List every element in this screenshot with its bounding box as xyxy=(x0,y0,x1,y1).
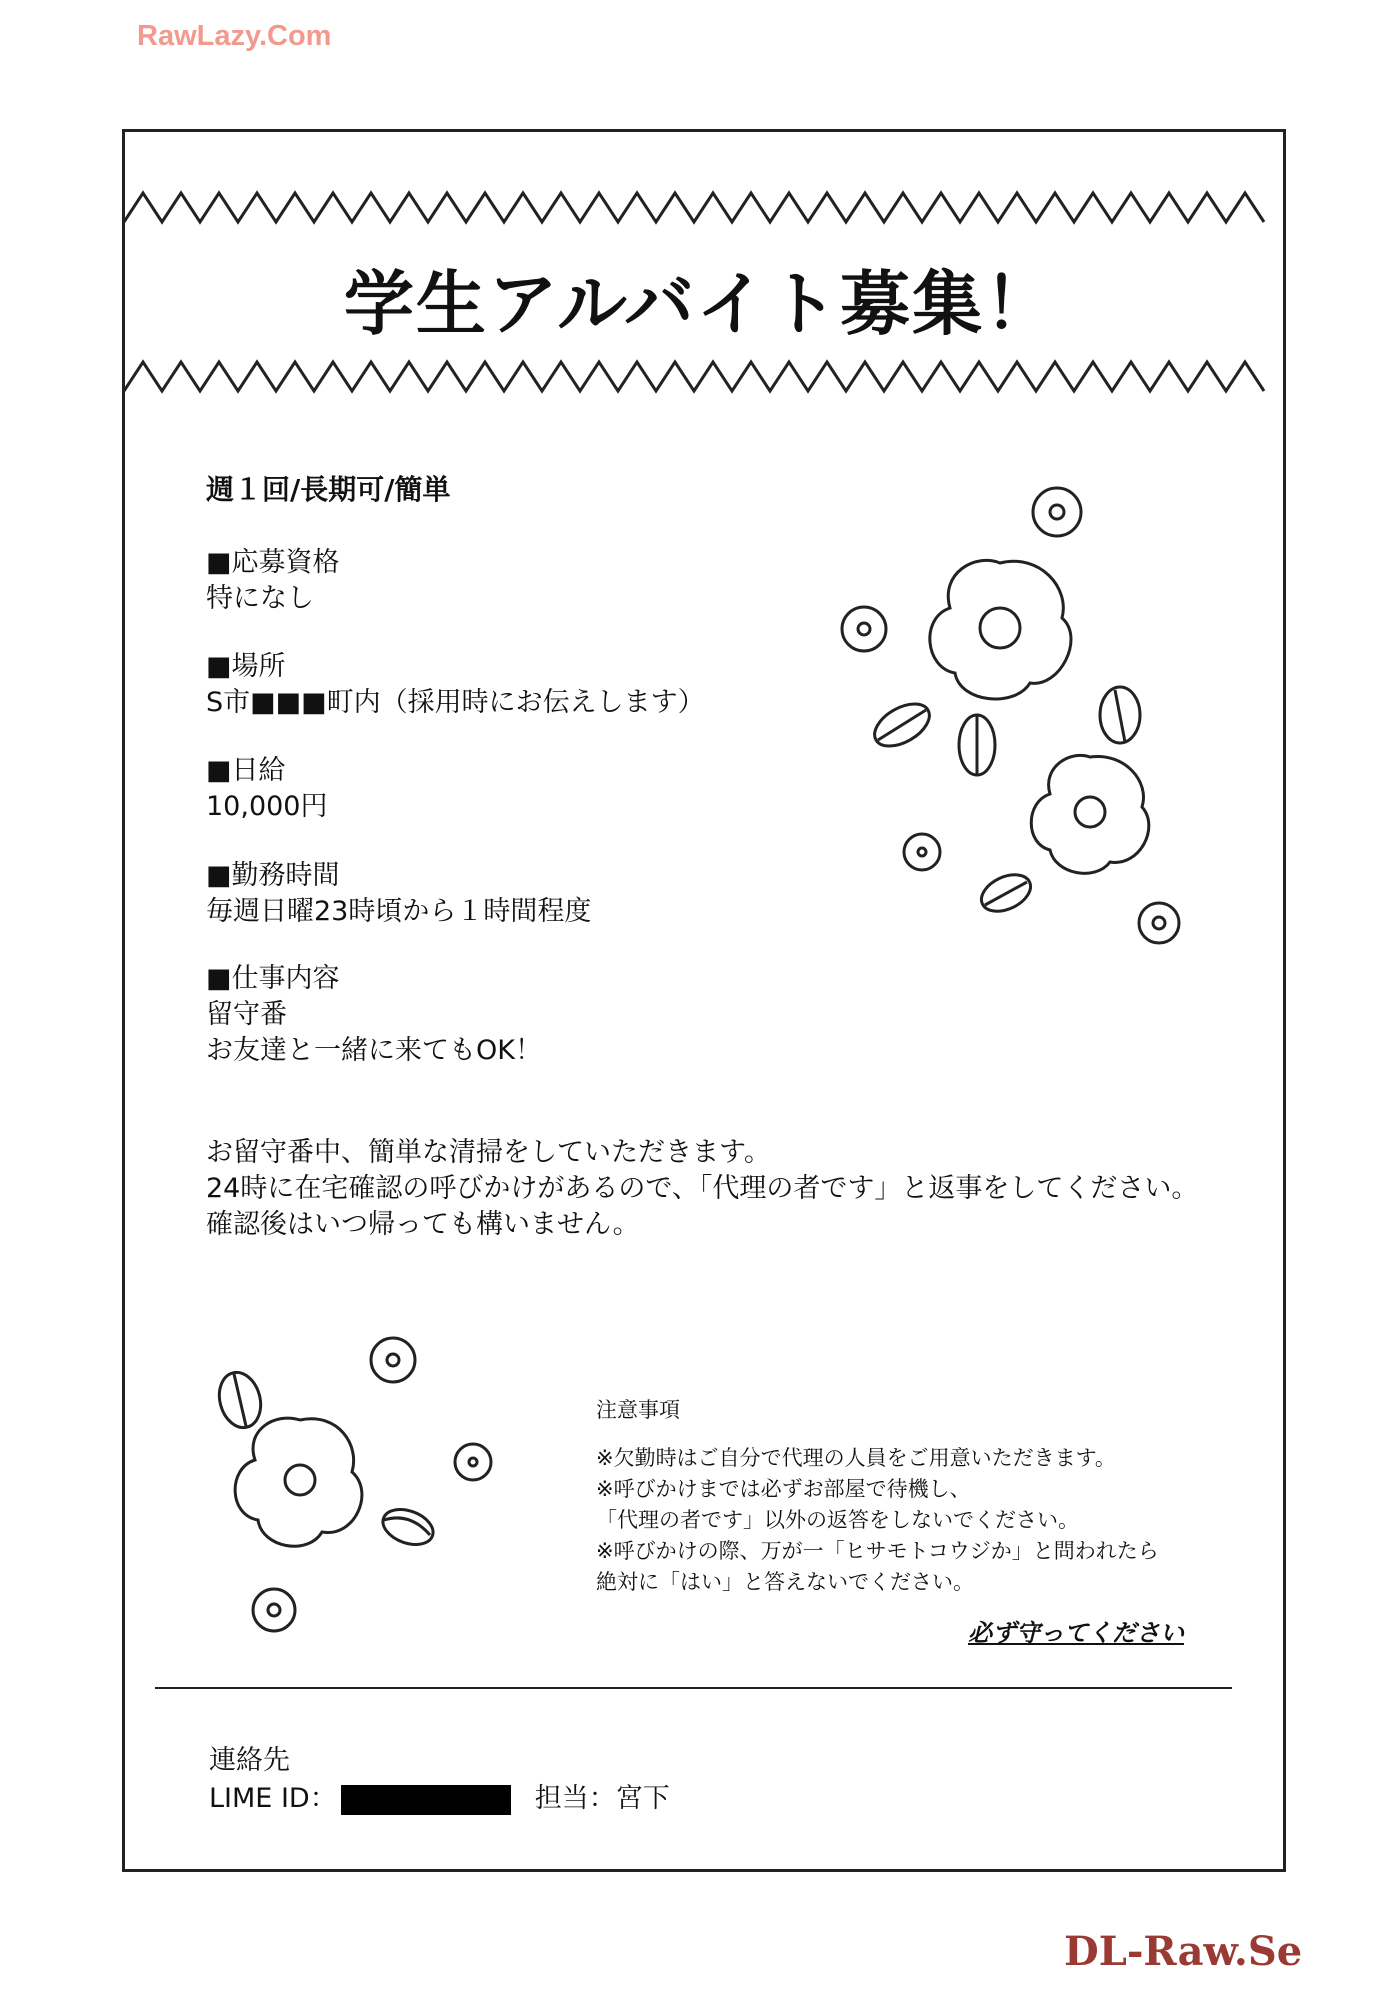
dot-icon xyxy=(371,1338,415,1382)
dot-icon xyxy=(904,834,940,870)
dot-icon xyxy=(1033,488,1081,536)
section-value: S市■■■町内（採用時にお伝えします） xyxy=(206,687,705,718)
leaf-icon xyxy=(976,868,1037,919)
page-title: 学生アルバイト募集！ xyxy=(343,263,1057,345)
notes-emphasis: 必ず守ってください xyxy=(968,1619,1184,1647)
contact-line xyxy=(209,1781,670,1817)
section-value: 毎週日曜23時頃から１時間程度 xyxy=(206,896,592,927)
dot-icon xyxy=(842,607,886,651)
note-line: ※呼びかけまでは必ずお部屋で待機し、 xyxy=(596,1477,971,1501)
divider xyxy=(155,1687,1232,1689)
watermark-top: RawLazy.Com xyxy=(137,20,332,52)
watermark-bottom: DL-Raw.Se xyxy=(1064,1928,1303,1975)
note-line: 「代理の者です」以外の返答をしないでください。 xyxy=(596,1508,1079,1532)
flower-icon xyxy=(1031,755,1149,873)
zigzag-bottom xyxy=(124,362,1264,391)
section-heading: ■勤務時間 xyxy=(206,860,340,891)
description-line: 24時に在宅確認の呼びかけがあるので、「代理の者です」と返事をしてください。 xyxy=(206,1173,1199,1204)
contact-person: 担当：宮下 xyxy=(534,1783,670,1814)
description xyxy=(206,1135,1198,1243)
section-heading: ■場所 xyxy=(206,651,286,682)
flower-icon xyxy=(235,1418,362,1546)
section-hours xyxy=(206,858,591,930)
dot-icon xyxy=(253,1589,295,1631)
notes-list xyxy=(596,1443,1159,1598)
notes-title: 注意事項 xyxy=(596,1398,680,1422)
section-pay xyxy=(206,753,327,825)
tagline: 週１回/長期可/簡単 xyxy=(206,473,451,506)
leaf-icon xyxy=(1100,687,1140,743)
leaf-icon xyxy=(378,1503,438,1551)
note-line: ※欠勤時はご自分で代理の人員をご用意いただきます。 xyxy=(596,1446,1116,1470)
section-value: 留守番 xyxy=(206,999,287,1030)
leaf-icon xyxy=(868,695,937,754)
description-line: 確認後はいつ帰っても構いません。 xyxy=(206,1209,640,1240)
section-heading: ■日給 xyxy=(206,755,286,786)
section-heading: ■仕事内容 xyxy=(206,963,340,994)
contact-id-label: LIME ID： xyxy=(209,1783,337,1814)
leaf-icon xyxy=(959,715,995,775)
leaf-icon xyxy=(213,1368,266,1432)
section-value: お友達と一緒に来てもOK！ xyxy=(206,1035,542,1066)
section-job xyxy=(206,961,542,1069)
section-heading: ■応募資格 xyxy=(206,547,340,578)
section-location xyxy=(206,649,705,721)
dot-icon xyxy=(1139,903,1179,943)
note-line: ※呼びかけの際、万が一「ヒサモトコウジか」と問われたら xyxy=(596,1539,1159,1563)
contact-label: 連絡先 xyxy=(209,1745,290,1776)
section-qualification xyxy=(206,545,340,617)
flower-icon xyxy=(930,560,1071,699)
dot-icon xyxy=(455,1444,491,1480)
redacted-id xyxy=(341,1785,511,1815)
section-value: 10,000円 xyxy=(206,791,328,822)
description-line: お留守番中、簡単な清掃をしていただきます。 xyxy=(206,1137,771,1168)
section-value: 特になし xyxy=(206,583,314,614)
note-line: 絶対に「はい」と答えないでください。 xyxy=(596,1570,974,1594)
zigzag-top xyxy=(124,193,1264,222)
